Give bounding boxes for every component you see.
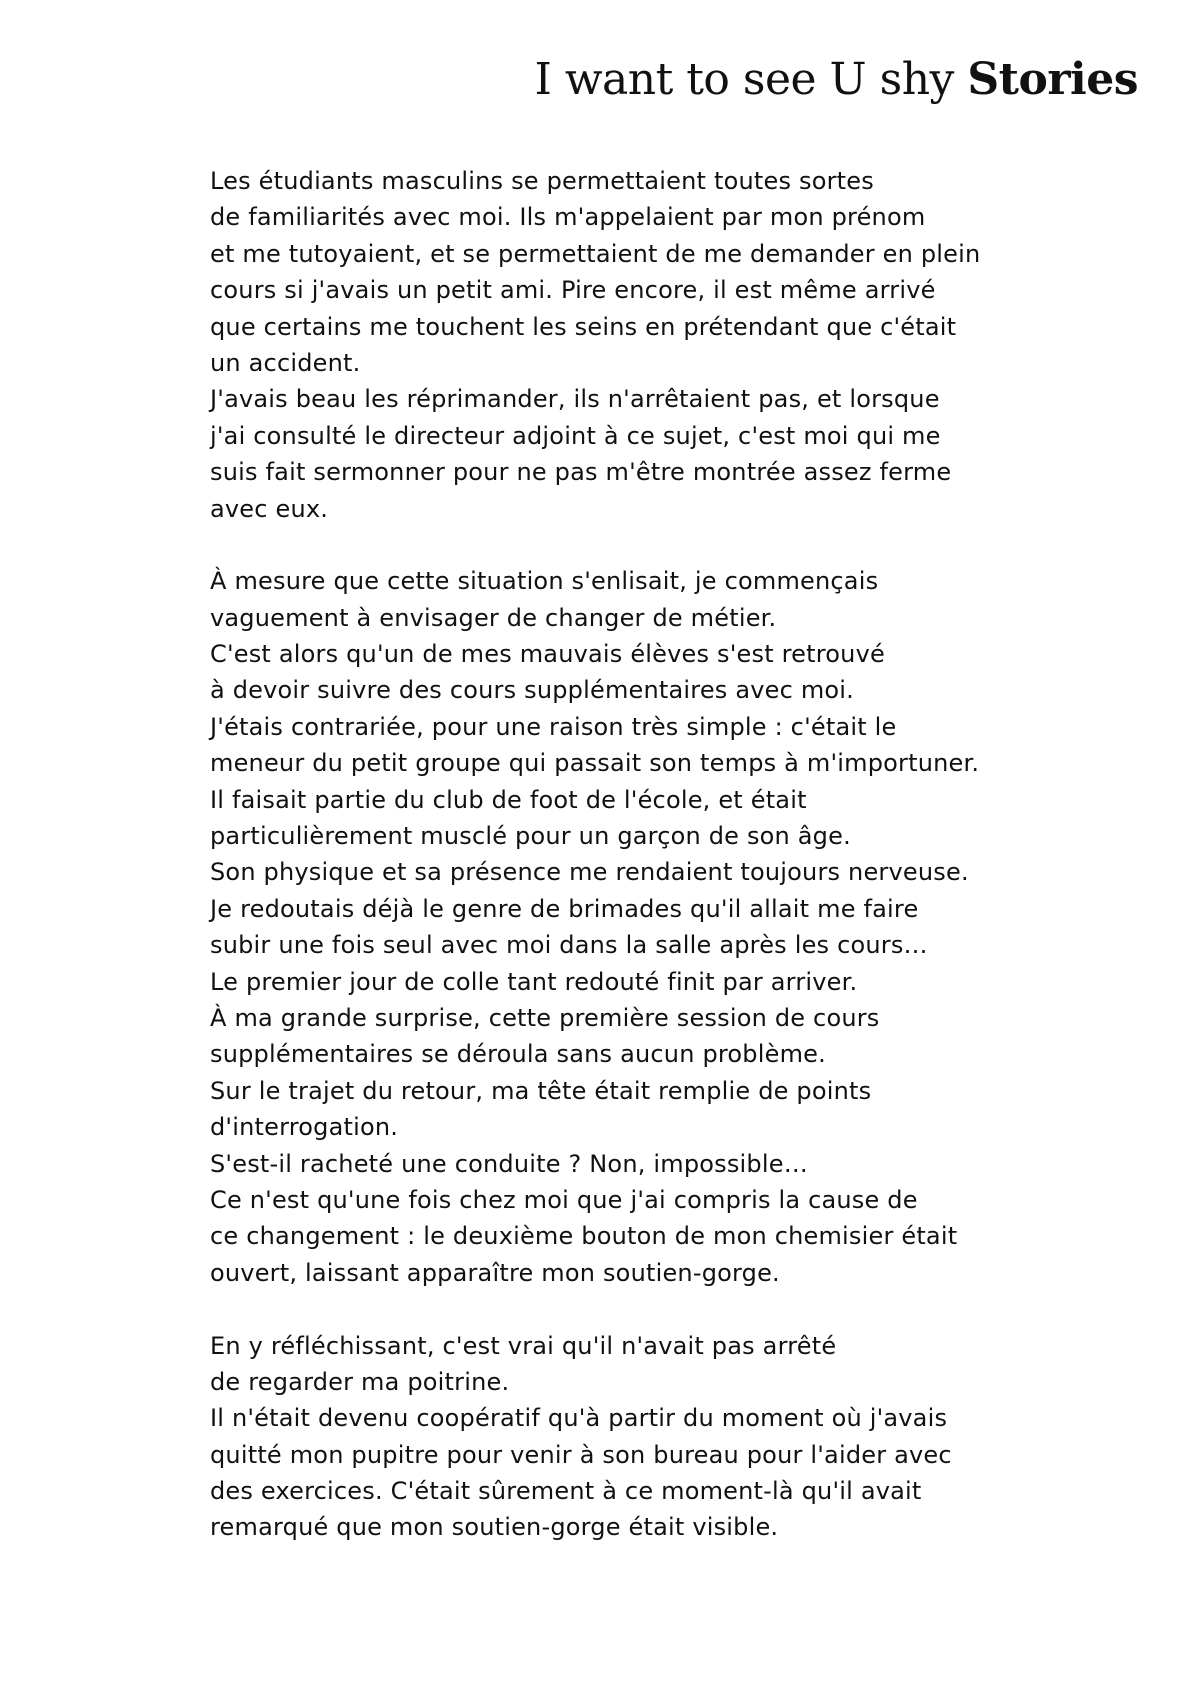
- text-line: subir une fois seul avec moi dans la salle après les cours…: [210, 931, 928, 960]
- text-line: Le premier jour de colle tant redouté finit par arriver.: [210, 967, 858, 996]
- text-line: que certains me touchent les seins en prétendant que c'était: [210, 312, 957, 341]
- paragraph-gap: [210, 1291, 1050, 1327]
- text-line: j'ai consulté le directeur adjoint à ce sujet, c'est moi qui me: [210, 421, 941, 450]
- text-line: S'est-il racheté une conduite ? Non, impossible…: [210, 1149, 808, 1178]
- paragraph: [210, 563, 1050, 1291]
- text-line: supplémentaires se déroula sans aucun problème.: [210, 1040, 826, 1069]
- text-line: ce changement : le deuxième bouton de mon chemisier était: [210, 1222, 958, 1251]
- text-line: remarqué que mon soutien-gorge était visible.: [210, 1513, 779, 1542]
- text-line: ouvert, laissant apparaître mon soutien-gorge.: [210, 1258, 780, 1287]
- text-line: J'étais contrariée, pour une raison très simple : c'était le: [210, 712, 897, 741]
- text-line: À mesure que cette situation s'enlisait, je commençais: [210, 567, 879, 596]
- header-title-bold: Stories: [967, 54, 1138, 105]
- text-line: Il n'était devenu coopératif qu'à partir du moment où j'avais: [210, 1404, 948, 1433]
- text-line: des exercices. C'était sûrement à ce moment-là qu'il avait: [210, 1477, 922, 1506]
- text-line: particulièrement musclé pour un garçon de son âge.: [210, 822, 851, 851]
- paragraph: [210, 163, 1050, 527]
- text-line: d'interrogation.: [210, 1113, 399, 1142]
- paragraph-gap: [210, 527, 1050, 563]
- text-line: quitté mon pupitre pour venir à son bureau pour l'aider avec: [210, 1440, 952, 1469]
- header-title-light: I want to see U shy: [534, 54, 968, 105]
- text-line: En y réfléchissant, c'est vrai qu'il n'avait pas arrêté: [210, 1331, 837, 1360]
- story-body: [210, 163, 1050, 1546]
- text-line: à devoir suivre des cours supplémentaires avec moi.: [210, 676, 854, 705]
- text-line: vaguement à envisager de changer de métier.: [210, 603, 777, 632]
- text-line: À ma grande surprise, cette première session de cours: [210, 1003, 880, 1032]
- text-line: Sur le trajet du retour, ma tête était remplie de points: [210, 1076, 872, 1105]
- text-line: Il faisait partie du club de foot de l'école, et était: [210, 785, 807, 814]
- text-line: avec eux.: [210, 494, 329, 523]
- text-line: Son physique et sa présence me rendaient toujours nerveuse.: [210, 858, 969, 887]
- text-line: Les étudiants masculins se permettaient toutes sortes: [210, 167, 874, 195]
- text-line: J'avais beau les réprimander, ils n'arrêtaient pas, et lorsque: [210, 385, 940, 414]
- text-line: un accident.: [210, 348, 361, 377]
- paragraph: [210, 1328, 1050, 1546]
- text-line: de familiarités avec moi. Ils m'appelaient par mon prénom: [210, 203, 926, 232]
- text-line: cours si j'avais un petit ami. Pire encore, il est même arrivé: [210, 276, 936, 305]
- text-line: suis fait sermonner pour ne pas m'être montrée assez ferme: [210, 458, 952, 487]
- text-line: Ce n'est qu'une fois chez moi que j'ai compris la cause de: [210, 1185, 918, 1214]
- text-line: et me tutoyaient, et se permettaient de me demander en plein: [210, 239, 981, 268]
- text-line: meneur du petit groupe qui passait son temps à m'importuner.: [210, 749, 980, 778]
- text-line: de regarder ma poitrine.: [210, 1367, 510, 1396]
- page-header: [534, 52, 1138, 108]
- text-line: C'est alors qu'un de mes mauvais élèves s'est retrouvé: [210, 640, 885, 669]
- text-line: Je redoutais déjà le genre de brimades qu'il allait me faire: [210, 894, 919, 923]
